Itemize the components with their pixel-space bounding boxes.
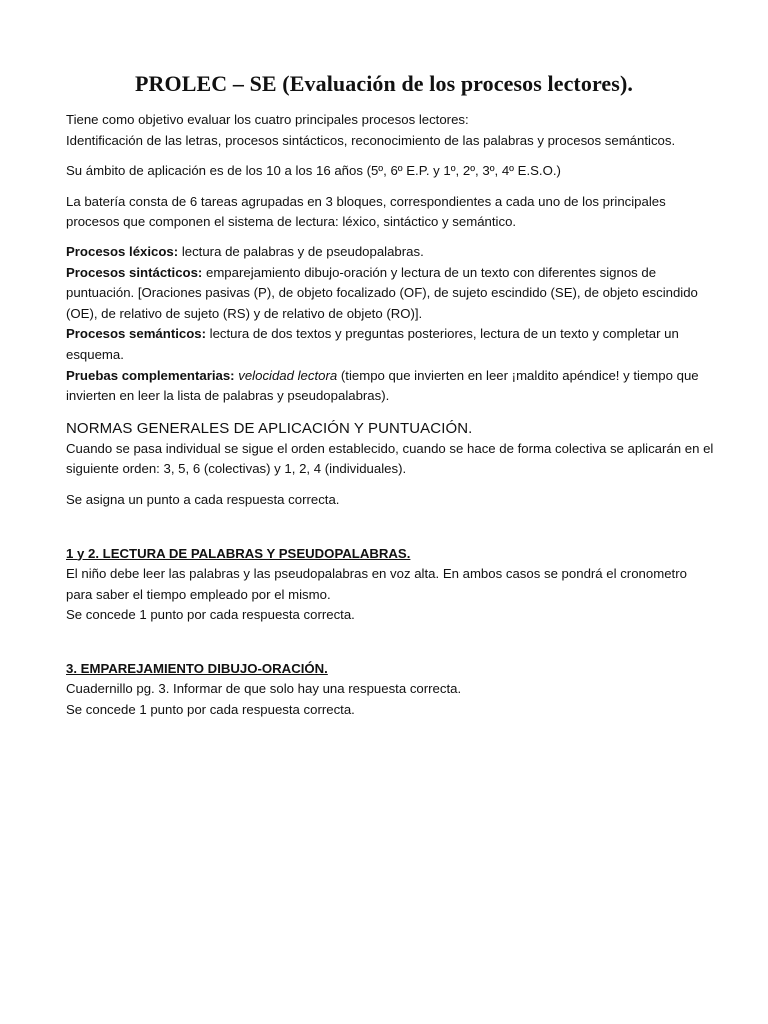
intro-line-2: Identificación de las letras, procesos sintácticos, reconocimiento de las palabras y procesos semánticos. bbox=[66, 132, 676, 148]
velocidad-lectora: velocidad lectora bbox=[238, 367, 338, 383]
intro-line-1: Tiene como objetivo evaluar los cuatro principales procesos lectores: bbox=[66, 112, 469, 127]
ambito-paragraph: Su ámbito de aplicación es de los 10 a los 16 años (5º, 6º E.P. y 1º, 2º, 3º, 4º E.S.O.) bbox=[66, 163, 561, 179]
pruebas-complementarias-text: (tiempo que invierten en leer ¡maldito apéndice! y tiempo que invierten en leer la lista de palabras y pseudopalabras). bbox=[66, 367, 699, 404]
normas-heading: NORMAS GENERALES DE APLICACIÓN Y PUNTUACIÓN. bbox=[66, 419, 473, 437]
section-1-text-2: Se concede 1 punto por cada respuesta correcta. bbox=[66, 607, 355, 623]
pruebas-complementarias-label: Pruebas complementarias: bbox=[66, 367, 235, 383]
section-1-heading: 1 y 2. LECTURA DE PALABRAS Y PSEUDOPALABRAS. bbox=[66, 545, 411, 561]
document-title: PROLEC – SE (Evaluación de los procesos lectores). bbox=[135, 71, 633, 96]
section-3-text-1: Cuadernillo pg. 3. Informar de que solo hay una respuesta correcta. bbox=[66, 681, 462, 697]
procesos-semanticos-label: Procesos semánticos: bbox=[66, 326, 206, 342]
procesos-sintacticos bbox=[66, 263, 716, 325]
pruebas-complementarias bbox=[66, 366, 716, 407]
procesos-sintacticos-text: emparejamiento dibujo-oración y lectura de un texto con diferentes signos de puntuación. [Oraciones pasivas (P), de objeto focalizado (OF), de sujeto escindido (SE), de objeto escindido (OE), de relativo de sujeto (RS) y de relativo de objeto (RO)]. bbox=[66, 264, 698, 321]
bateria-paragraph: La batería consta de 6 tareas agrupadas en 3 bloques, correspondientes a cada uno de los principales procesos que componen el sistema de lectura: léxico, sintáctico y semántico. bbox=[66, 193, 666, 230]
normas-text-2: Se asigna un punto a cada respuesta correcta. bbox=[66, 491, 340, 507]
procesos-lexicos-text: lectura de palabras y de pseudopalabras. bbox=[178, 243, 424, 259]
section-3-text-2: Se concede 1 punto por cada respuesta correcta. bbox=[66, 702, 355, 718]
procesos-semanticos-text: lectura de dos textos y preguntas posteriores, lectura de un texto y completar un esquema. bbox=[66, 326, 679, 362]
procesos-sintacticos-label: Procesos sintácticos: bbox=[66, 264, 203, 280]
procesos-semanticos bbox=[66, 324, 716, 365]
section-1-text-1: El niño debe leer las palabras y las pseudopalabras en voz alta. En ambos casos se pondrá el cronometro para saber el tiempo empleado por el mismo. bbox=[66, 566, 687, 602]
normas-text-1: Cuando se pasa individual se sigue el orden establecido, cuando se hace de forma colectiva se aplicarán en el siguiente orden: 3, 5, 6 (colectivas) y 1, 2, 4 (individuales). bbox=[66, 440, 714, 477]
section-3-heading: 3. EMPAREJAMIENTO DIBUJO-ORACIÓN. bbox=[66, 660, 328, 676]
document-body bbox=[66, 110, 716, 721]
procesos-lexicos bbox=[66, 242, 716, 263]
procesos-lexicos-label: Procesos léxicos: bbox=[66, 243, 179, 259]
